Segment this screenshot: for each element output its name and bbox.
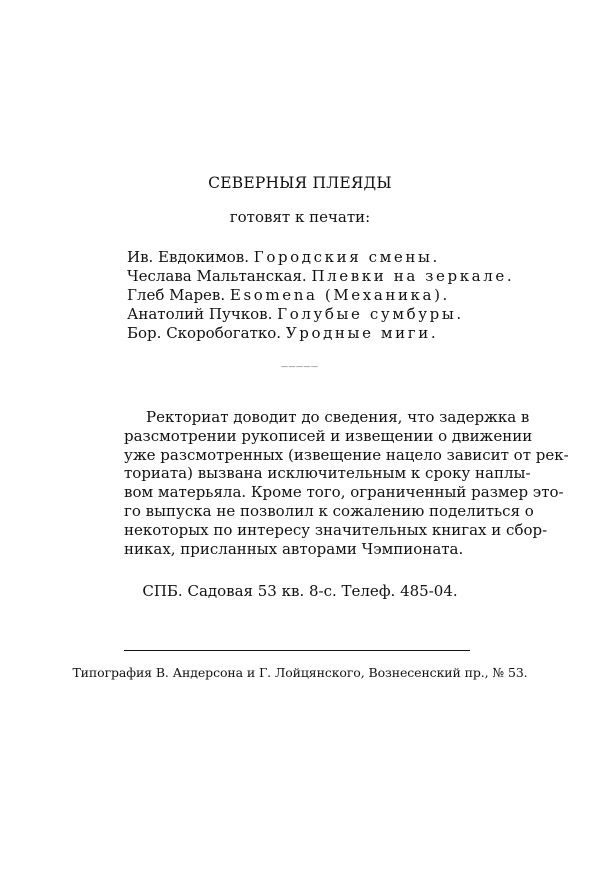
publisher-address: СПБ. Садовая 53 кв. 8-с. Телеф. 485-04. bbox=[142, 582, 458, 600]
book-entry bbox=[127, 248, 547, 267]
notice-line: вом матерьяла. Кроме того, ограниченный размер это- bbox=[124, 483, 564, 502]
notice-line: ториата) вызвана исключительным к сроку наплы- bbox=[124, 464, 531, 483]
book-author: Бор. Скоробогатко. bbox=[127, 324, 282, 342]
notice-line: некоторых по интересу значительных книгах и сбор- bbox=[124, 520, 548, 539]
notice-line: разсмотрении рукописей и извещении о движении bbox=[124, 426, 533, 445]
section-separator: _____ bbox=[281, 353, 319, 368]
book-author: Ив. Евдокимов. bbox=[127, 248, 250, 266]
book-entry bbox=[127, 267, 547, 286]
book-author: Чеслава Мальтанская. bbox=[127, 267, 307, 285]
announcement-subheading: готовят к печати: bbox=[229, 208, 371, 226]
horizontal-rule bbox=[124, 650, 470, 651]
book-author: Глеб Марев. bbox=[127, 286, 226, 304]
book-author: Анатолий Пучков. bbox=[127, 305, 273, 323]
forthcoming-books-list bbox=[127, 248, 547, 343]
book-title: Городския смены. bbox=[253, 248, 440, 266]
notice-line: никах, присланных авторами Чэмпионата. bbox=[124, 539, 464, 558]
book-entry bbox=[127, 286, 547, 305]
book-title: Голубые сумбуры. bbox=[277, 305, 464, 323]
publisher-heading: СЕВЕРНЫЯ ПЛЕЯДЫ bbox=[208, 174, 392, 192]
notice-line: Ректориат доводит до сведения, что задержка в bbox=[146, 408, 530, 426]
book-title: Плевки на зеркале. bbox=[311, 267, 515, 285]
book-entry bbox=[127, 324, 547, 343]
notice-line: го выпуска не позволил к сожалению поделиться о bbox=[124, 501, 534, 520]
book-title: Esomena (Механика). bbox=[229, 286, 450, 304]
notice-line: уже разсмотренных (извещение нацело зависит от рек- bbox=[124, 445, 569, 464]
printer-imprint: Типография В. Андерсона и Г. Лойцянского, Вознесенский пр., № 53. bbox=[72, 665, 528, 680]
book-entry bbox=[127, 305, 547, 324]
book-title: Уродные миги. bbox=[285, 324, 439, 342]
rectorate-notice bbox=[124, 408, 569, 558]
